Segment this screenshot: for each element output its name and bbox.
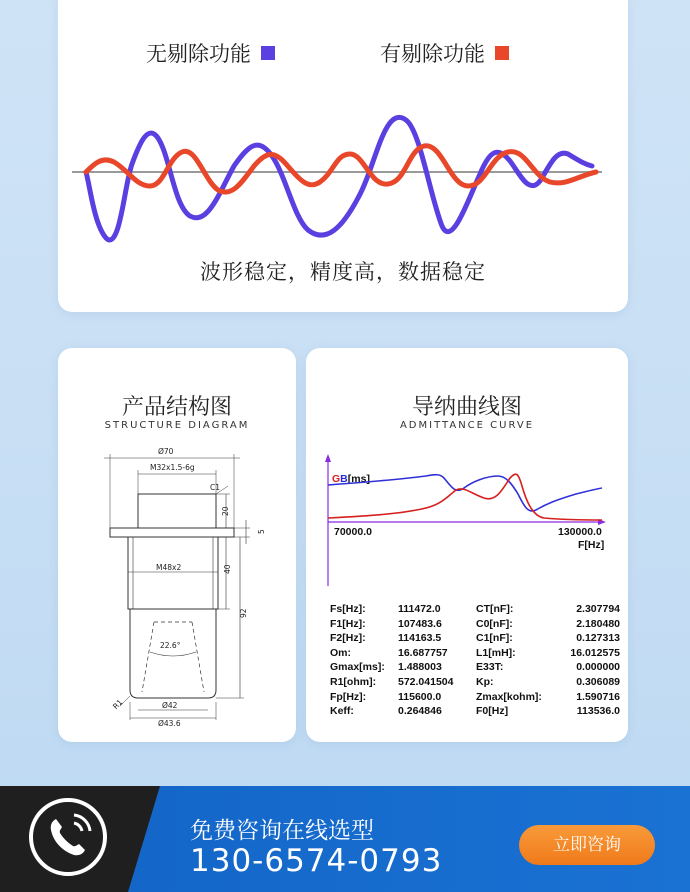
- dim-92: 92: [239, 608, 248, 618]
- param-row: [330, 704, 620, 719]
- body-section: [128, 537, 218, 609]
- param-label: Kp:: [476, 675, 494, 688]
- param-value: 111472.0: [398, 603, 441, 615]
- param-value: 1.488003: [398, 661, 442, 674]
- param-label: Zmax[kohm]:: [476, 690, 542, 703]
- dim-5: 5: [257, 529, 266, 534]
- param-row: [330, 690, 620, 705]
- param-label: F1[Hz]:: [330, 617, 366, 630]
- param-value: 107483.6: [398, 617, 442, 630]
- dim-20: 20: [221, 506, 230, 516]
- flange: [110, 528, 234, 537]
- phone-icon: [26, 795, 110, 879]
- param-value: 2.180480: [576, 617, 620, 630]
- param-label: R1[ohm]:: [330, 675, 377, 688]
- dim-thread: M32x1.5-6g: [150, 463, 195, 472]
- cone-dashed: [142, 622, 204, 692]
- dim-angle: 22.6°: [160, 641, 181, 650]
- param-label: Keff:: [330, 705, 354, 718]
- param-value: 114163.5: [398, 632, 442, 645]
- waveform-caption: 波形稳定，精度高，数据稳定: [200, 260, 486, 284]
- param-value: 0.127313: [576, 632, 620, 645]
- param-value: 1.590716: [576, 690, 620, 703]
- param-label: C1[nF]:: [476, 632, 513, 645]
- structure-drawing: [58, 348, 296, 742]
- param-label: F0[Hz]: [476, 705, 509, 718]
- footer-title: 免费咨询在线选型: [190, 818, 374, 844]
- param-value: 2.307794: [576, 603, 620, 615]
- param-value: 572.041504: [398, 675, 454, 688]
- structure-subtitle: STRUCTURE DIAGRAM: [104, 420, 250, 431]
- param-value: 16.012575: [570, 646, 620, 659]
- dim-d436: Ø43.6: [158, 719, 181, 728]
- param-label: Fs[Hz]:: [330, 603, 366, 615]
- dim-m48: M48x2: [156, 563, 182, 572]
- structure-card: [58, 348, 296, 742]
- waveform-card: [58, 0, 628, 312]
- admittance-card: [306, 348, 628, 742]
- param-label: C0[nF]:: [476, 617, 513, 630]
- param-value: 115600.0: [398, 690, 442, 703]
- param-label: L1[mH]:: [476, 646, 516, 659]
- dim-d42: Ø42: [162, 701, 178, 710]
- param-row: [330, 631, 620, 646]
- dim-c1: C1: [210, 483, 221, 492]
- thread-section: [138, 494, 216, 528]
- param-value: 0.306089: [576, 675, 620, 688]
- gb-label: GB[ms]: [332, 473, 370, 485]
- param-label: Om:: [330, 646, 351, 659]
- parameter-table: [330, 602, 620, 719]
- dim-40: 40: [223, 564, 232, 574]
- param-value: 113536.0: [576, 705, 620, 718]
- param-row: [330, 602, 620, 617]
- param-row: [330, 675, 620, 690]
- footer-phone-number[interactable]: 130-6574-0793: [190, 843, 443, 879]
- param-label: Fp[Hz]:: [330, 690, 367, 703]
- param-row: [330, 646, 620, 661]
- param-label: Gmax[ms]:: [330, 661, 385, 674]
- structure-title: 产品结构图: [121, 395, 232, 420]
- param-row: [330, 617, 620, 632]
- param-value: 16.687757: [398, 646, 448, 659]
- x-start-label: 70000.0: [334, 526, 372, 538]
- consult-now-button[interactable]: 立即咨询: [519, 825, 655, 865]
- dim-r1: R1: [111, 697, 125, 712]
- param-row: [330, 660, 620, 675]
- x-end-label: 130000.0: [558, 526, 602, 538]
- admittance-subtitle: ADMITTANCE CURVE: [399, 420, 535, 431]
- admittance-title: 导纳曲线图: [411, 395, 522, 420]
- param-value: 0.000000: [576, 661, 620, 674]
- legend-with-label: 有剔除功能: [380, 42, 485, 66]
- lower-body: [130, 609, 216, 698]
- footer-divider: [128, 786, 168, 892]
- admittance-chart: [306, 348, 628, 598]
- param-label: CT[nF]:: [476, 603, 514, 615]
- dim-d70: Ø70: [158, 447, 174, 456]
- param-value: 0.264846: [398, 705, 442, 718]
- param-label: E33T:: [476, 661, 504, 674]
- param-label: F2[Hz]:: [330, 632, 366, 645]
- x-unit-label: F[Hz]: [578, 539, 605, 551]
- legend-without-label: 无剔除功能: [146, 42, 251, 66]
